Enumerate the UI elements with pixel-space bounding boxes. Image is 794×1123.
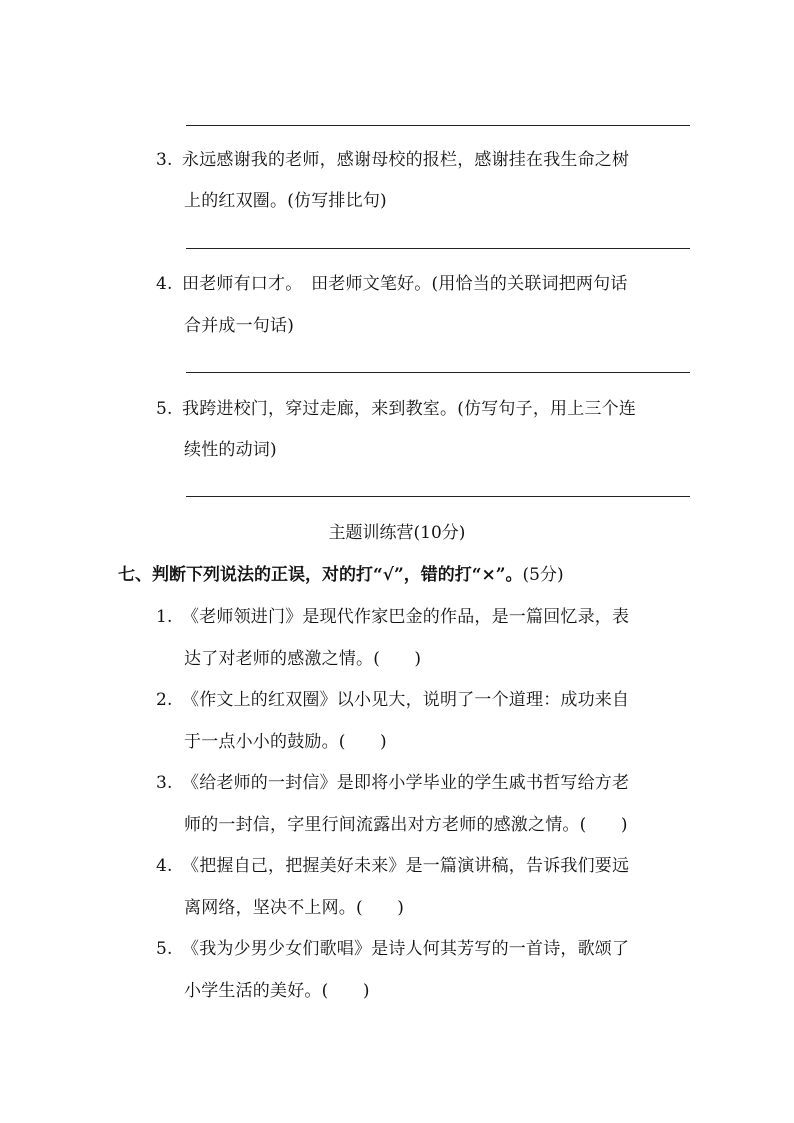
item-number: 5.: [156, 939, 173, 959]
item-text-line-1: 《我为少男少女们歌唱》是诗人何其芳写的一首诗，歌颂了: [182, 939, 630, 959]
item-number: 2.: [156, 690, 173, 710]
item-text-line-1: 《作文上的红双圈》以小见大，说明了一个道理：成功来自: [182, 690, 630, 710]
answer-line-item-5[interactable]: [186, 496, 690, 497]
theme-title-text: 主题训练营: [328, 523, 414, 543]
section-seven-heading: [118, 564, 564, 586]
item-text-line-1: 《给老师的一封信》是即将小学毕业的学生戚书哲写给方老: [182, 773, 630, 793]
answer-line-item-4[interactable]: [186, 372, 690, 373]
theme-points: (10分): [413, 523, 466, 543]
item-text-line-2[interactable]: 达了对老师的感激之情。( ): [184, 649, 422, 669]
judge-item-3: [156, 772, 629, 794]
item-number: 4.: [156, 856, 173, 876]
section-heading-text: 七、判断下列说法的正误，对的打“√”，错的打“×”。: [118, 565, 523, 585]
item-number: 1.: [156, 607, 173, 627]
item-text-line-1: 《把握自己，把握美好未来》是一篇演讲稿，告诉我们要远: [182, 856, 630, 876]
judge-item-4: [156, 855, 629, 877]
item-text-line-1: 《老师领进门》是现代作家巴金的作品，是一篇回忆录，表: [182, 607, 630, 627]
item-number: 5.: [156, 399, 173, 419]
item-text-line-2: 合并成一句话): [184, 316, 295, 336]
item-text-line-2: 上的红双圈。(仿写排比句): [184, 191, 387, 211]
rewrite-item-5: [156, 398, 636, 420]
item-text-line-2[interactable]: 小学生活的美好。( ): [184, 981, 370, 1001]
answer-line-item-3[interactable]: [186, 248, 690, 249]
rewrite-item-4: [156, 273, 628, 295]
item-text-line-2: 续性的动词): [184, 440, 277, 460]
judge-item-2: [156, 689, 629, 711]
item-number: 3.: [156, 773, 173, 793]
item-text-line-1: 永远感谢我的老师，感谢母校的报栏，感谢挂在我生命之树: [182, 150, 630, 170]
judge-item-5: [156, 938, 629, 960]
item-text-line-1: 田老师有口才。 田老师文笔好。(用恰当的关联词把两句话: [182, 274, 628, 294]
section-points: (5分): [522, 565, 564, 585]
theme-title: [0, 522, 794, 544]
item-text-line-2[interactable]: 离网络，坚决不上网。( ): [184, 898, 405, 918]
item-number: 3.: [156, 150, 173, 170]
item-number: 4.: [156, 274, 173, 294]
item-text-line-1: 我跨进校门，穿过走廊，来到教室。(仿写句子，用上三个连: [182, 399, 637, 419]
rewrite-item-3: [156, 149, 629, 171]
judge-item-1: [156, 606, 629, 628]
answer-line-prev[interactable]: [186, 125, 690, 126]
item-text-line-2[interactable]: 师的一封信，字里行间流露出对方老师的感激之情。( ): [184, 815, 628, 835]
item-text-line-2[interactable]: 于一点小小的鼓励。( ): [184, 732, 387, 752]
